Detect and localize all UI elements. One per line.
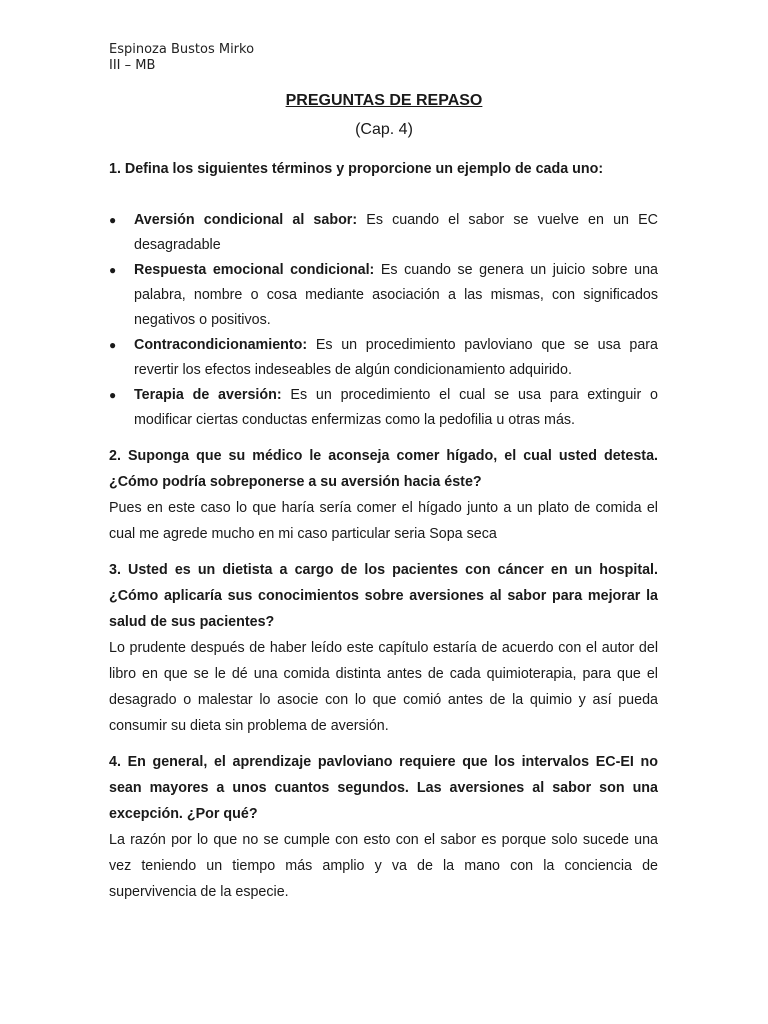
term-definition: Es cuando se genera un juicio sobre una palabra, nombre o cosa mediante asociación a las mismas, con significados negativos o positivos.	[134, 262, 658, 328]
answer-3: Lo prudente después de haber leído este capítulo estaría de acuerdo con el autor del libro en que se le dé una comida distinta antes de cada quimioterapia, para que el desagrado o malestar lo asocie con lo que comió antes de la quimio y así pueda consumir su dieta sin problema de aversión.	[109, 640, 658, 734]
question-3: 3. Usted es un dietista a cargo de los pacientes con cáncer en un hospital. ¿Cómo aplicaría sus conocimientos sobre aversiones al sabor para mejorar la salud de sus pacientes?	[109, 562, 658, 630]
bullet-icon: ●	[109, 263, 117, 277]
terms-list	[109, 208, 658, 433]
term-definition: Es cuando el sabor se vuelve en un EC desagradable	[134, 212, 658, 253]
document-subtitle	[0, 120, 768, 140]
question-4: 4. En general, el aprendizaje pavloviano requiere que los intervalos EC-EI no sean mayores a unos cuantos segundos. Las aversiones al sabor son una excepción. ¿Por qué?	[109, 754, 658, 822]
term-item	[109, 333, 658, 383]
author-group: III – MB	[109, 58, 156, 73]
term-definition: Es un procedimiento pavloviano que se usa para revertir los efectos indeseables de algún condicionamiento adquirido.	[134, 337, 658, 378]
bullet-icon: ●	[109, 388, 117, 402]
term-name: Contracondicionamiento:	[134, 337, 308, 353]
bullet-icon: ●	[109, 338, 117, 352]
document-title: PREGUNTAS DE REPASO	[285, 92, 483, 109]
document-body	[109, 156, 658, 905]
term-name: Aversión condicional al sabor:	[134, 212, 358, 228]
term-definition: Es un procedimiento el cual se usa para extinguir o modificar ciertas conductas enfermizas como la pedofilia u otras más.	[134, 387, 658, 428]
bullet-icon: ●	[109, 213, 117, 227]
answer-2: Pues en este caso lo que haría sería comer el hígado junto a un plato de comida el cual me agrede mucho en mi caso particular seria Sopa seca	[109, 500, 658, 542]
question-2: 2. Suponga que su médico le aconseja comer hígado, el cual usted detesta. ¿Cómo podría sobreponerse a su aversión hacia éste?	[109, 448, 658, 490]
term-item	[109, 208, 658, 258]
term-item	[109, 383, 658, 433]
question-1: 1. Defina los siguientes términos y proporcione un ejemplo de cada uno:	[109, 161, 604, 177]
term-item	[109, 258, 658, 333]
author-name: Espinoza Bustos Mirko	[109, 42, 255, 57]
chapter-label: (Cap. 4)	[355, 121, 413, 138]
term-name: Respuesta emocional condicional:	[134, 262, 375, 278]
document-header	[109, 42, 254, 74]
answer-4: La razón por lo que no se cumple con esto con el sabor es porque solo sucede una vez teniendo un tiempo más amplio y va de la mano con la conciencia de supervivencia de la especie.	[109, 832, 658, 900]
term-name: Terapia de aversión:	[134, 387, 282, 403]
